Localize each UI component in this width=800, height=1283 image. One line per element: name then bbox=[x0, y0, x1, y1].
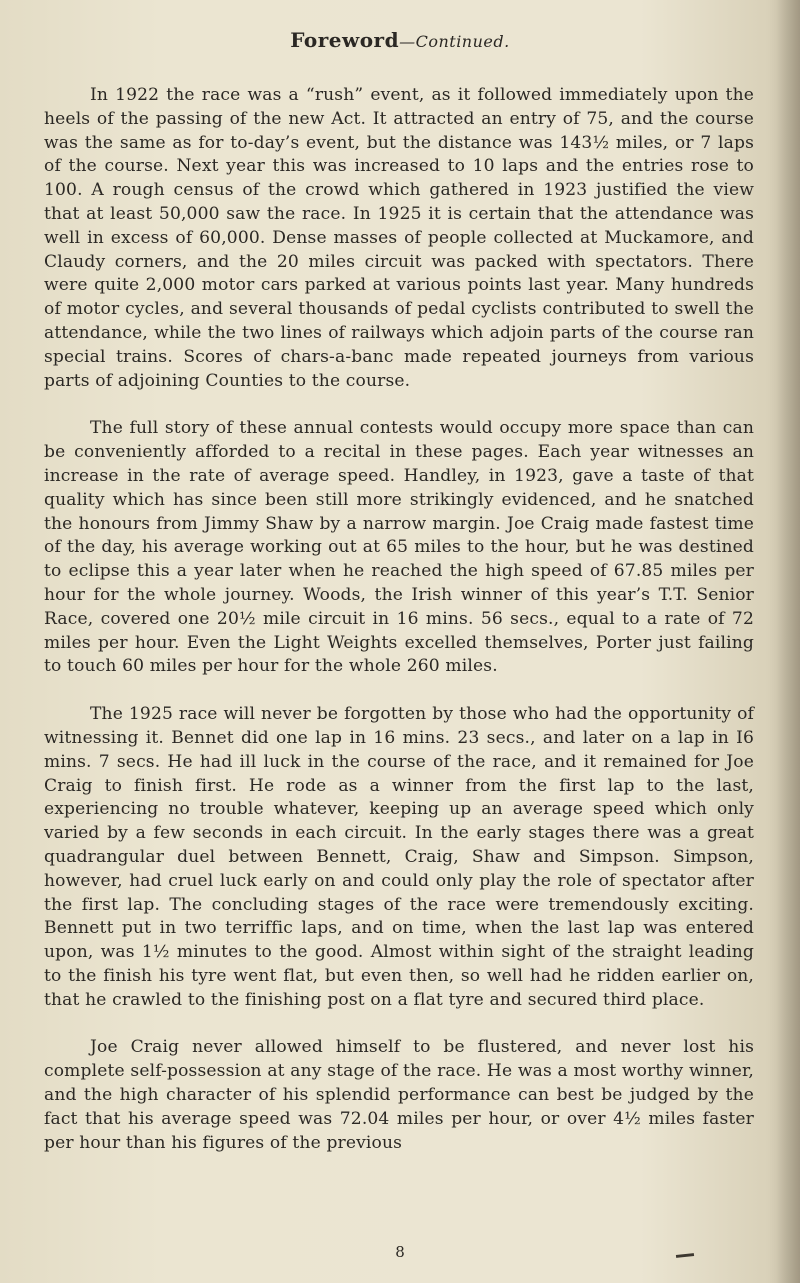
page-header bbox=[0, 28, 800, 52]
paragraph-3: The 1925 race will never be forgotten by those who had the opportunity of witnessing it. Bennet did one lap in 16 mins. 23 secs., and later on a lap in I6 mins. 7 secs. He had ill luck in the course of the race, and it remained for Joe Craig to finish first. He rode as a winner from the first lap to the last, experiencing no trouble whatever, keeping up an average speed which only varied by a few seconds in each circuit. In the early stages there was a great quadrangular duel between Bennett, Craig, Shaw and Simpson. Simpson, however, had cruel luck early on and could only play the role of spectator after the first lap. The concluding stages of the race were tremendously exciting. Bennett put in two terriffic laps, and on time, when the last lap was entered upon, was 1½ minutes to the good. Almost within sight of the straight leading to the finish his tyre went flat, but even then, so well had he ridden earlier on, that he crawled to the finishing post on a flat tyre and secured third place. bbox=[44, 704, 754, 1010]
page-edge-shadow bbox=[776, 0, 800, 1283]
paragraph-2: The full story of these annual contests would occupy more space than can be conveniently afforded to a recital in these pages. Each year witnesses an increase in the rate of average speed. Handley, in 1923, gave a taste of that quality which has since been still more strikingly evidenced, and he snatched the honours from Jimmy Shaw by a narrow margin. Joe Craig made fastest time of the day, his average working out at 65 miles to the hour, but he was destined to eclipse this a year later when he reached the high speed of 67.85 miles per hour for the whole journey. Woods, the Irish winner of this year’s T.T. Senior Race, covered one 20½ mile circuit in 16 mins. 56 secs., equal to a rate of 72 miles per hour. Even the Light Weights excelled themselves, Porter just failing to touch 60 miles per hour for the whole 260 miles. bbox=[44, 418, 754, 677]
body-text bbox=[44, 84, 754, 1179]
header-continued: —Continued. bbox=[399, 32, 510, 51]
page-number: 8 bbox=[395, 1243, 405, 1261]
header-title: Foreword bbox=[290, 28, 400, 52]
paragraph-1: In 1922 the race was a “rush” event, as it followed immediately upon the heels of the passing of the new Act. It attracted an entry of 75, and the course was the same as for to-day’s event, but the distance was 143½ miles, or 7 laps of the course. Next year this was increased to 10 laps and the entries rose to 100. A rough census of the crowd which gathered in 1923 justified the view that at least 50,000 saw the race. In 1925 it is certain that the attendance was well in excess of 60,000. Dense masses of people collected at Muckamore, and Claudy corners, and the 20 miles circuit was packed with spectators. There were quite 2,000 motor cars parked at various points last year. Many hundreds of motor cycles, and several thousands of pedal cyclists contributed to swell the attendance, while the two lines of railways which adjoin parts of the course ran special trains. Scores of chars-a-banc made repeated journeys from various parts of adjoining Counties to the course. bbox=[44, 85, 754, 391]
paragraph-4: Joe Craig never allowed himself to be flustered, and never lost his complete self-possession at any stage of the race. He was a most worthy winner, and the high character of his splendid performance can best be judged by the fact that his average speed was 72.04 miles per hour, or over 4½ miles faster per hour than his figures of the previous bbox=[44, 1037, 754, 1153]
